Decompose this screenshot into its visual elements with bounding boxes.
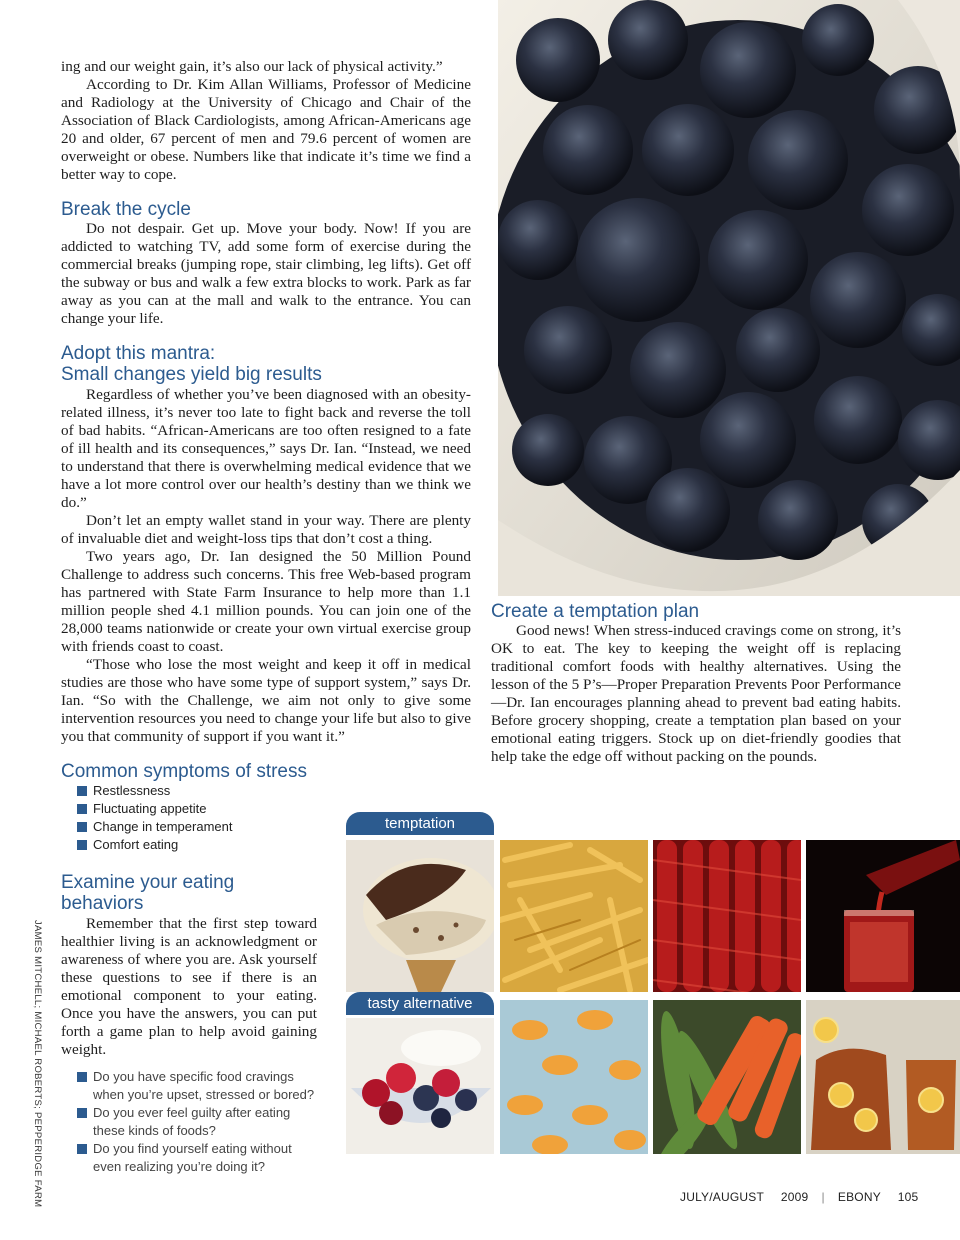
footer-separator: | (821, 1190, 825, 1204)
temptation-plan-text (491, 622, 901, 766)
tab-tasty-alternative: tasty alternative (346, 992, 494, 1015)
symptoms-list (77, 782, 337, 854)
mantra-paragraph: Two years ago, Dr. Ian designed the 50 Million Pound Challenge to address such concerns. This free Web-based program has partnered with State Farm Insurance to help more than 1.1 million people shed 4.1 million pounds. You can join one of the 28,000 teams nationwide or create your own virtual exercise group with friends coast to coast. (61, 548, 471, 655)
intro-continuation: ing and our weight gain, it’s also our lack of physical activity.” (61, 58, 443, 75)
ice-cream-photo (346, 840, 494, 992)
list-item: Restlessness (77, 782, 337, 800)
soda-photo (806, 840, 960, 992)
carrots-peas-photo (653, 1000, 801, 1154)
page-number: 105 (897, 1190, 919, 1204)
examine-paragraph: Remember that the first step toward healthier living is an acknowledgment or awareness of where you are. Ask yourself these questions to see if there is an emotional component to your eating. Once you have the answers, you can put forth a game plan to help avoid gaining weight. (61, 915, 317, 1058)
intro-text (61, 58, 471, 184)
heading-common-symptoms: Common symptoms of stress (61, 761, 307, 782)
intro-paragraph: According to Dr. Kim Allan Williams, Professor of Medicine and Radiology at the University of Chicago and Chair of the Association of Black Cardiologists, among African-Americans age 20 and older, 67 percent of men and 79.6 percent of women are overweight or obese. Numbers like that indicate it’s time we find a better way to cope. (61, 76, 471, 183)
list-item: Do you find yourself eating without even realizing you’re doing it? (77, 1140, 317, 1176)
iced-tea-photo (806, 1000, 960, 1154)
examine-text (61, 915, 317, 1059)
temptation-paragraph: Good news! When stress-induced cravings come on strong, it’s OK to eat. The key to keeping the weight off is replacing traditional comfort foods with healthy alternatives. Using the lesson of the 5 P’s—Proper Preparation Prevents Poor Performance—Dr. Ian encourages planning ahead to prevent bad eating habits. Before grocery shopping, create a temptation plan based on your emotional eating triggers. Stock up on diet-friendly goodies that help take the edge off without packing on the pounds. (491, 622, 901, 765)
footer-year: 2009 (780, 1190, 809, 1204)
tab-temptation: temptation (346, 812, 494, 835)
list-item: Fluctuating appetite (77, 800, 337, 818)
heading-mantra-line2: Small changes yield big results (61, 364, 322, 385)
heading-mantra-line1: Adopt this mantra: (61, 343, 216, 364)
licorice-photo (653, 840, 801, 992)
heading-temptation-plan: Create a temptation plan (491, 601, 700, 622)
heading-examine-line1: Examine your eating (61, 872, 235, 893)
footer-issue: JULY/AUGUST (680, 1190, 764, 1204)
heading-examine-eating (61, 872, 234, 914)
break-paragraph: Do not despair. Get up. Move your body. Now! If you are addicted to watching TV, add some form of exercise during the commercial breaks (jumping rope, stair climbing, leg lifts). Get off the subway or bus and walk a few extra blocks to work. Park as far away as you can at the mall and walk to the entrance. You can change your life. (61, 220, 471, 327)
list-item: Change in temperament (77, 818, 337, 836)
list-item: Do you ever feel guilty after eating these kinds of foods? (77, 1104, 317, 1140)
footer-magazine: EBONY (837, 1190, 881, 1204)
mantra-paragraph: Don’t let an empty wallet stand in your way. There are plenty of invaluable diet and weight-loss tips that don’t cost a thing. (61, 512, 471, 547)
photo-credit: JAMES MITCHELL; MICHAEL ROBERTS; PEPPERIDGE FARM (32, 920, 43, 1208)
page-footer (680, 1190, 919, 1206)
mantra-text (61, 386, 471, 746)
heading-adopt-mantra (61, 343, 322, 385)
french-fries-photo (500, 840, 648, 992)
heading-examine-line2: behaviors (61, 893, 144, 914)
list-item: Comfort eating (77, 836, 337, 854)
blueberries-photo (498, 0, 960, 596)
goldfish-crackers-photo (500, 1000, 648, 1154)
mantra-paragraph: Regardless of whether you’ve been diagnosed with an obesity-related illness, it’s never too late to fight back and reverse the toll of bad habits. “African-Americans are too often resigned to a fate of ill health and its consequences,” says Dr. Ian. “Instead, we need to understand that there is overwhelming medical evidence that we have a lot more control over our health’s destiny than we think we do.” (61, 386, 471, 511)
berries-yogurt-photo (346, 1018, 494, 1154)
list-item: Do you have specific food cravings when you’re upset, stressed or bored? (77, 1068, 317, 1104)
mantra-paragraph: “Those who lose the most weight and keep it off in medical studies are those who have some type of support system,” says Dr. Ian. “So with the Challenge, we aim not only to give some intervention resources you need to change your life but also to give you that community of support if you want it.” (61, 656, 471, 745)
break-the-cycle-text (61, 220, 471, 328)
questions-list (77, 1068, 317, 1176)
heading-break-the-cycle: Break the cycle (61, 199, 191, 220)
